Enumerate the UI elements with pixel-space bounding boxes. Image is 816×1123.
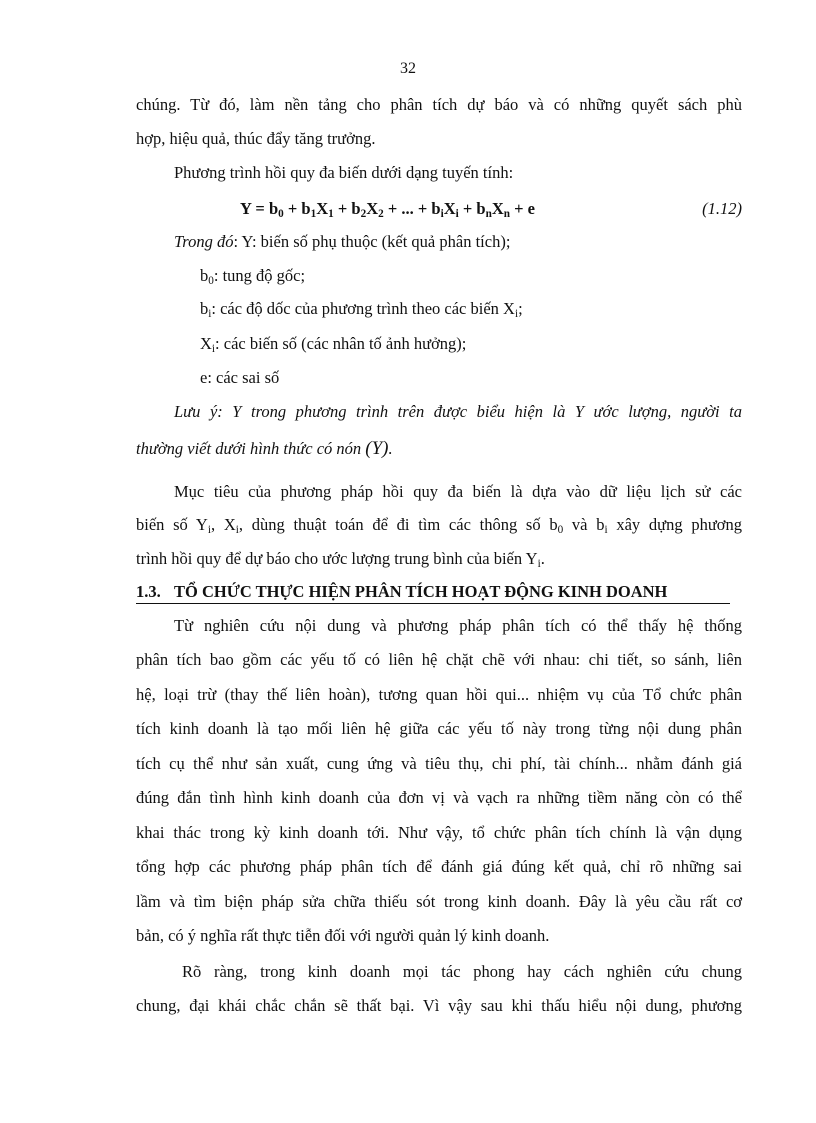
bi-definition (200, 299, 742, 319)
note-end: . (388, 439, 393, 458)
para2-l2-a: biến số Y (136, 515, 208, 534)
bi-text: : các độ dốc của phương trình theo các biến X (211, 299, 515, 318)
para3-line-9: lầm và tìm biện pháp sửa chữa thiếu sót trong kinh doanh. Đây là yêu cầu rất cơ (136, 892, 742, 911)
section-title: TỔ CHỨC THỰC HIỆN PHÂN TÍCH HOẠT ĐỘNG KINH DOANH (174, 582, 668, 601)
where-line (174, 232, 742, 252)
para2-l3-end: . (540, 549, 545, 568)
note-line-2 (136, 439, 742, 459)
para2-line-2 (136, 515, 742, 535)
e-definition: e: các sai số (200, 368, 280, 387)
y-hat-symbol: (Y) (365, 438, 389, 459)
xi-text: : các biến số (các nhân tố ảnh hưởng); (215, 334, 467, 353)
para2-l2-d: và b (563, 515, 605, 534)
b0-definition (200, 266, 742, 286)
xi-symbol: X (200, 334, 212, 353)
y-definition: Y: biến số phụ thuộc (kết quả phân tích); (238, 232, 511, 251)
para2-line-1: Mục tiêu của phương pháp hồi quy đa biến là dựa vào dữ liệu lịch sử các (174, 482, 742, 501)
bi-text-end: ; (518, 299, 523, 318)
para2-l2-c-sub: 0 (557, 524, 564, 537)
para3-line-5: tích cụ thể như sản xuất, cung ứng và tiêu thụ, chi phí, tài chính... nhằm đánh giá (136, 754, 742, 773)
para2-l2-a-sub: i (207, 524, 211, 537)
para3-line-7: khai thác trong kỳ kinh doanh tới. Như vậy, tổ chức phân tích chính là vận dụng (136, 823, 742, 842)
para4-line-1: Rõ ràng, trong kinh doanh mọi tác phong hay cách nghiên cứu chung (182, 962, 742, 981)
regression-equation: $Y = b_0 + b_1X_1 + b_2X_2$ + ... + $b_iX_i + b_nX_n + e$ (240, 199, 535, 221)
para2-l3: trình hồi quy để dự báo cho ước lượng trung bình của biến Y (136, 549, 538, 568)
bi-symbol: b (200, 299, 209, 318)
bi-subscript: i (208, 308, 212, 321)
para3-line-2: phân tích bao gồm các yếu tố có liên hệ chặt chẽ với nhau: chi tiết, so sánh, liên (136, 650, 742, 669)
where-colon: : (233, 232, 239, 251)
bi-text-subscript: i (514, 308, 519, 321)
para2-line-3 (136, 549, 742, 569)
para2-l2-e: xây dựng phương (607, 515, 742, 534)
para2-l3-sub: i (537, 558, 541, 571)
para3-line-6: đúng đắn tình hình kinh doanh của đơn vị và vạch ra những tiềm năng còn có thể (136, 788, 742, 807)
page-number: 32 (400, 60, 416, 77)
equation-number: (1.12) (702, 199, 742, 218)
xi-definition (200, 334, 742, 354)
para1-line-1: chúng. Từ đó, làm nền tảng cho phân tích dự báo và có những quyết sách phù (136, 95, 742, 114)
para4-line-2: chung, đại khái chắc chắn sẽ thất bại. Vì vậy sau khi thấu hiểu nội dung, phương (136, 996, 742, 1015)
section-number: 1.3. (136, 582, 161, 601)
para2-l2-d-sub: i (604, 524, 608, 537)
equation-intro: Phương trình hồi quy đa biến dưới dạng tuyến tính: (174, 163, 514, 182)
note-line-1: Lưu ý: Y trong phương trình trên được biểu hiện là Y ước lượng, người ta (174, 402, 742, 421)
where-lead: Trong đó (174, 232, 234, 251)
para3-line-3: hệ, loại trừ (thay thế liên hoàn), tương quan hồi qui... nhiệm vụ của Tổ chức phân (136, 685, 742, 704)
note-text: thường viết dưới hình thức có nón (136, 439, 362, 458)
xi-subscript: i (211, 343, 216, 356)
para3-line-8: tổng hợp các phương pháp phân tích để đánh giá đúng kết quả, chỉ rõ những sai (136, 857, 742, 876)
section-heading (136, 581, 730, 604)
para3-line-10: bản, có ý nghĩa rất thực tiễn đối với người quản lý kinh doanh. (136, 926, 550, 945)
para2-l2-b: , X (210, 515, 236, 534)
para2-l2-c: , dùng thuật toán để đi tìm các thông số b (238, 515, 558, 534)
b0-subscript: 0 (208, 275, 214, 288)
para3-line-1: Từ nghiên cứu nội dung và phương pháp phân tích có thể thấy hệ thống (174, 616, 742, 635)
b0-text: : tung độ gốc; (213, 266, 306, 285)
b0-symbol: b (200, 266, 209, 285)
para1-line-2: hợp, hiệu quả, thúc đẩy tăng trưởng. (136, 129, 376, 148)
para2-l2-b-sub: i (235, 524, 239, 537)
para3-line-4: tích kinh doanh là tạo mối liên hệ giữa các yếu tố này trong từng nội dung phân (136, 719, 742, 738)
